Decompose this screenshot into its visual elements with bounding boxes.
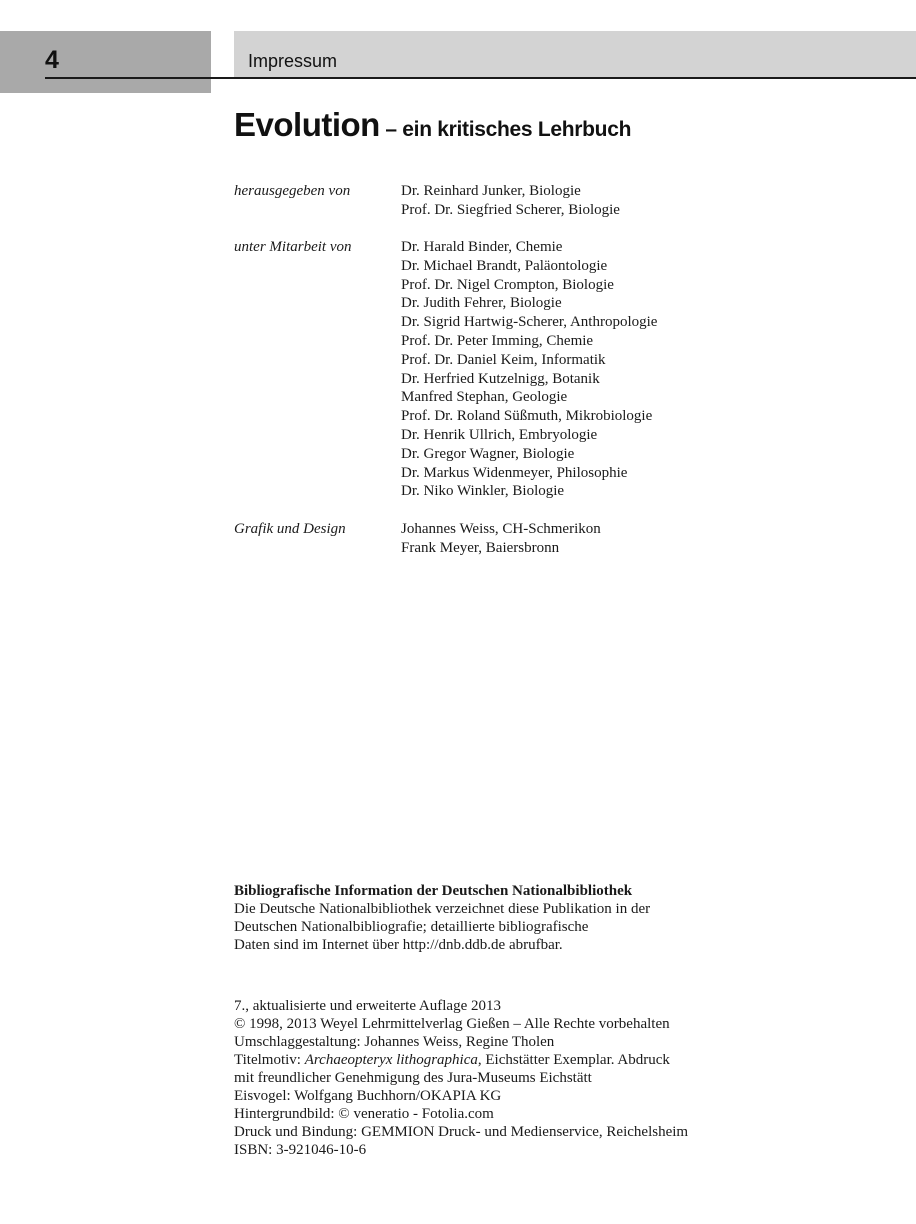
cover-design-line: Umschlaggestaltung: Johannes Weiss, Regine Tholen xyxy=(234,1034,555,1050)
title-motif-prefix: Titelmotiv: xyxy=(234,1052,305,1068)
header-rule xyxy=(45,77,916,79)
credit-role: Grafik und Design xyxy=(234,521,346,537)
bibliographic-line: Deutschen Nationalbibliografie; detaillierte bibliografische xyxy=(234,919,589,935)
credit-role: unter Mitarbeit von xyxy=(234,239,352,255)
book-title xyxy=(234,106,631,144)
credit-name: Dr. Henrik Ullrich, Embryologie xyxy=(401,426,598,443)
credit-name: Dr. Herfried Kutzelnigg, Botanik xyxy=(401,370,600,387)
section-title: Impressum xyxy=(248,51,338,71)
bibliographic-heading: Bibliografische Information der Deutschen Nationalbibliothek xyxy=(234,883,633,899)
credit-name: Dr. Harald Binder, Chemie xyxy=(401,239,563,255)
kingfisher-credit-line: Eisvogel: Wolfgang Buchhorn/OKAPIA KG xyxy=(234,1088,502,1104)
bibliographic-line: Die Deutsche Nationalbibliothek verzeichnet diese Publikation in der xyxy=(234,901,651,917)
title-motif-suffix: , Eichstätter Exemplar. Abdruck xyxy=(477,1052,670,1068)
printing-line: Druck und Bindung: GEMMION Druck- und Medienservice, Reichelsheim xyxy=(234,1124,689,1140)
credit-names xyxy=(401,238,834,501)
credits-contributors xyxy=(234,238,834,501)
book-subtitle: ein kritisches Lehrbuch xyxy=(402,118,632,141)
credit-name: Johannes Weiss, CH-Schmerikon xyxy=(401,521,601,537)
edition-line: 7., aktualisierte und erweiterte Auflage 2013 xyxy=(234,998,501,1014)
credit-name: Prof. Dr. Daniel Keim, Informatik xyxy=(401,351,606,368)
credit-name: Dr. Sigrid Hartwig-Scherer, Anthropologie xyxy=(401,314,658,331)
book-title-main: Evolution xyxy=(234,106,380,143)
credit-name: Prof. Dr. Peter Imming, Chemie xyxy=(401,332,594,349)
credit-name: Prof. Dr. Siegfried Scherer, Biologie xyxy=(401,201,620,218)
credit-names xyxy=(401,182,834,220)
credit-name: Dr. Michael Brandt, Paläontologie xyxy=(401,257,608,274)
credit-name: Dr. Niko Winkler, Biologie xyxy=(401,483,565,500)
credit-role: herausgegeben von xyxy=(234,183,351,199)
title-motif-line xyxy=(234,1051,874,1069)
page-number: 4 xyxy=(45,46,59,74)
credit-names xyxy=(401,520,834,558)
bibliographic-info xyxy=(234,882,834,954)
credit-name: Dr. Reinhard Junker, Biologie xyxy=(401,183,581,199)
title-motif-line-2: mit freundlicher Genehmigung des Jura-Museums Eichstätt xyxy=(234,1070,592,1086)
background-image-credit-line: Hintergrundbild: © veneratio - Fotolia.com xyxy=(234,1106,494,1122)
credit-name: Dr. Judith Fehrer, Biologie xyxy=(401,295,562,312)
header-tab-page-number-bg xyxy=(0,31,211,93)
credit-name: Dr. Gregor Wagner, Biologie xyxy=(401,445,575,462)
bibliographic-line: Daten sind im Internet über http://dnb.ddb.de abrufbar. xyxy=(234,937,563,953)
credit-name: Prof. Dr. Nigel Crompton, Biologie xyxy=(401,276,614,293)
credit-name: Manfred Stephan, Geologie xyxy=(401,389,568,406)
isbn-line: ISBN: 3-921046-10-6 xyxy=(234,1142,367,1158)
credits-editors xyxy=(234,182,834,220)
credit-name: Prof. Dr. Roland Süßmuth, Mikrobiologie xyxy=(401,408,653,425)
credit-name: Dr. Markus Widenmeyer, Philosophie xyxy=(401,464,628,481)
book-title-dash: – xyxy=(379,118,403,141)
copyright-line: © 1998, 2013 Weyel Lehrmittelverlag Gießen – Alle Rechte vorbehalten xyxy=(234,1016,670,1032)
credit-name: Frank Meyer, Baiersbronn xyxy=(401,539,560,556)
imprint-block xyxy=(234,997,874,1159)
title-motif-species: Archaeopteryx lithographica xyxy=(304,1052,478,1068)
credits-design xyxy=(234,520,834,558)
